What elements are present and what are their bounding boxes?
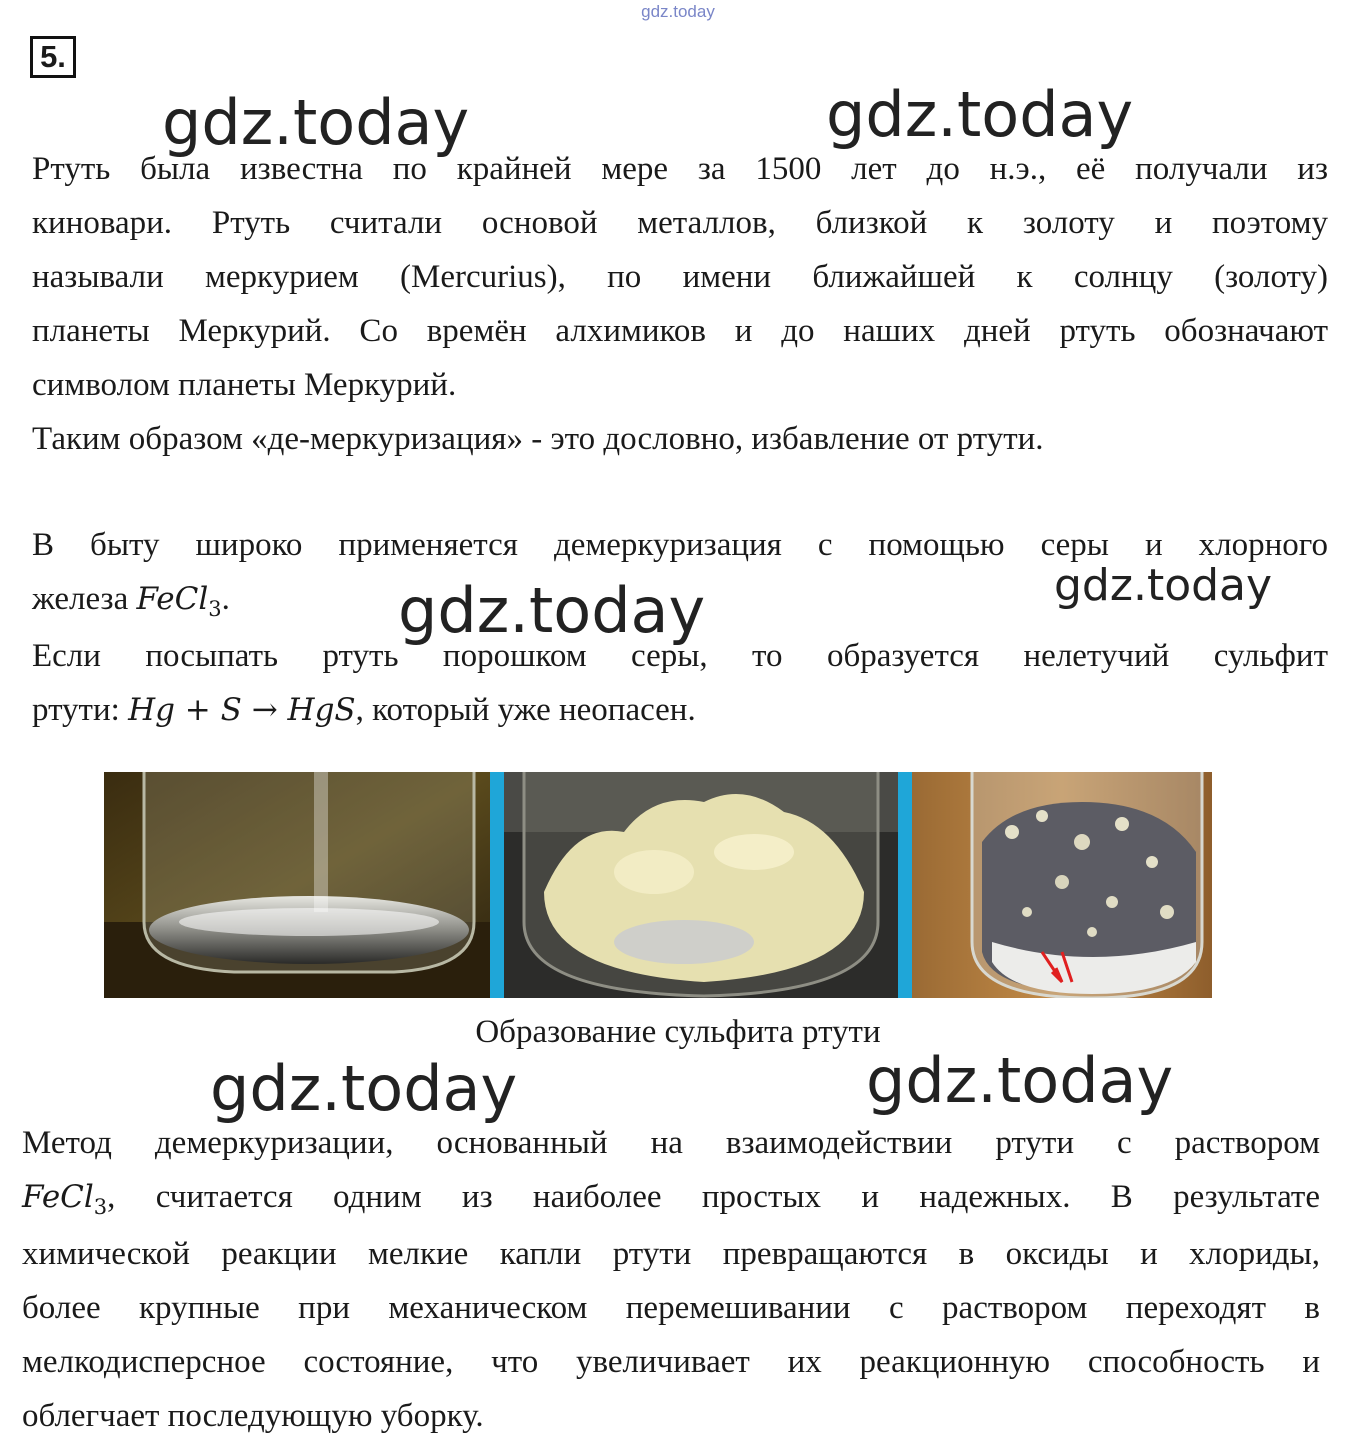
text-line: Таким образом «де-меркуризация» - это дословно, избавление от ртути.	[32, 421, 1044, 457]
text-line: символом планеты Меркурий.	[32, 367, 457, 403]
figure-caption: Образование сульфита ртути	[475, 1014, 881, 1050]
text-fragment: ртути:	[32, 692, 129, 728]
watermark: gdz.today	[210, 1052, 518, 1125]
text-fragment: , который уже неопасен.	[355, 692, 696, 728]
text-line: Если посыпать ртуть порошком серы, то образуется нелетучий сульфит	[32, 638, 1328, 674]
mercury-photo-strip	[104, 772, 1212, 998]
watermark: gdz.today	[162, 86, 470, 159]
text-fragment: , считается одним из наиболее простых и надежных. В результате	[107, 1179, 1320, 1215]
watermark: gdz.today	[398, 574, 706, 647]
formula-fecl3: FeCl$_3$	[136, 581, 222, 621]
photo-mercury-sulfide	[912, 772, 1212, 998]
site-mark: gdz.today	[641, 2, 715, 21]
photo-sulfur-powder	[504, 772, 898, 998]
task-number: 5.	[30, 36, 76, 78]
text-fragment: железа	[32, 581, 137, 617]
text-line: киновари. Ртуть считали основой металлов, близкой к золоту и поэтому	[32, 205, 1328, 241]
photo-separator	[490, 772, 504, 998]
text-line	[32, 572, 1328, 629]
text-line: более крупные при механическом перемешивании с раствором переходят в	[22, 1290, 1320, 1326]
photo-separator	[898, 772, 912, 998]
paragraph-sulfur	[32, 518, 1328, 737]
paragraph-fecl3-method	[22, 1116, 1320, 1443]
text-line: облегчает последующую уборку.	[22, 1398, 484, 1434]
text-line: Метод демеркуризации, основанный на взаимодействии ртути с раствором	[22, 1125, 1320, 1161]
text-line	[32, 683, 1328, 737]
photo-mercury-jar	[104, 772, 490, 998]
text-line: химической реакции мелкие капли ртути превращаются в оксиды и хлориды,	[22, 1236, 1320, 1272]
text-line: мелкодисперсное состояние, что увеличивает их реакционную способность и	[22, 1344, 1320, 1380]
watermark: gdz.today	[866, 1044, 1174, 1117]
reaction-formula: Hg + S → HgS	[128, 692, 356, 728]
text-line	[22, 1170, 1320, 1227]
text-fragment: .	[221, 581, 230, 617]
text-line: планеты Меркурий. Со времён алхимиков и до наших дней ртуть обозначают	[32, 313, 1328, 349]
text-line: называли меркурием (Mercurius), по имени ближайшей к солнцу (золоту)	[32, 259, 1328, 295]
text-line: Ртуть была известна по крайней мере за 1500 лет до н.э., её получали из	[32, 151, 1328, 187]
watermark: gdz.today	[826, 78, 1134, 151]
watermark: gdz.today	[1054, 560, 1273, 611]
paragraph-intro	[32, 142, 1328, 466]
formula-fecl3: FeCl$_3$	[22, 1179, 108, 1219]
text-line: В быту широко применяется демеркуризация с помощью серы и хлорного	[32, 527, 1328, 563]
